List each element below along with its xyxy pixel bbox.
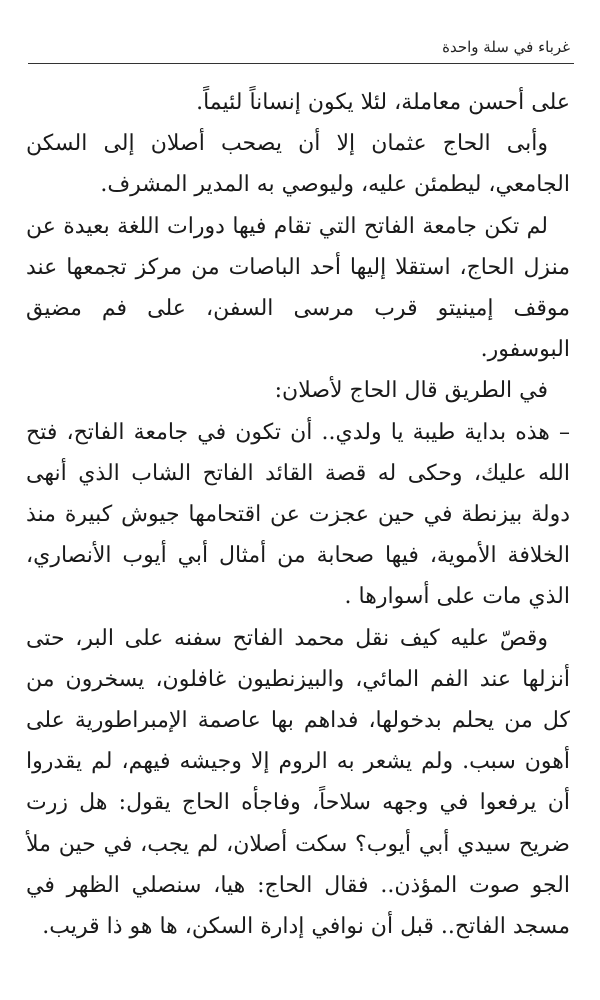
paragraph: في الطريق قال الحاج لأصلان: bbox=[274, 378, 548, 404]
paragraph: وقصّ عليه كيف نقل محمد الفاتح سفنه على البر، حتى أنزلها عند الفم المائي، والبيزنطيون غافلون، يسخرون من كل من يحلم بدخولها، فداهم بها عاصمة الإمبراطورية على أهون سبب. ولم يشعر به الروم إلا وجيشه فيهم، لم يقدروا أن يرفعوا في وجهه سلاحاً، وفاجأه الحاج يقول: هل زرت ضريح سيدي أبي أيوب؟ سكت أصلان، لم يجب، في حين ملأ الجو صوت المؤذن.. فقال الحاج: هيا، سنصلي الظهر في مسجد الفاتح.. قبل أن نوافي إدارة السكن، ها هو ذا قريب. bbox=[26, 625, 570, 940]
paragraph: وأبى الحاج عثمان إلا أن يصحب أصلان إلى السكن الجامعي، ليطمئن عليه، وليوصي به المدير المشرف. bbox=[26, 131, 570, 198]
paragraph: لم تكن جامعة الفاتح التي تقام فيها دورات اللغة بعيدة عن منزل الحاج، استقلا إليها أحد الباصات من مركز تجمعها عند موقف إمينيتو قرب مرسى السفن، على فم مضيق البوسفور. bbox=[26, 213, 570, 363]
running-header: غرباء في سلة واحدة bbox=[442, 38, 570, 56]
header-rule bbox=[28, 63, 574, 64]
body-text bbox=[26, 82, 570, 947]
dialogue-paragraph: – هذه بداية طيبة يا ولدي.. أن تكون في جامعة الفاتح، فتح الله عليك، وحكى له قصة القائد الفاتح الشاب الذي أنهى دولة بيزنطة في حين عجزت عن اقتحامها جيوش كبيرة منذ الخلافة الأموية، فيها صحابة من أمثال أبي أيوب الأنصاري، الذي مات على أسوارها . bbox=[26, 419, 570, 610]
paragraph: على أحسن معاملة، لئلا يكون إنساناً لئيماً. bbox=[196, 90, 570, 115]
